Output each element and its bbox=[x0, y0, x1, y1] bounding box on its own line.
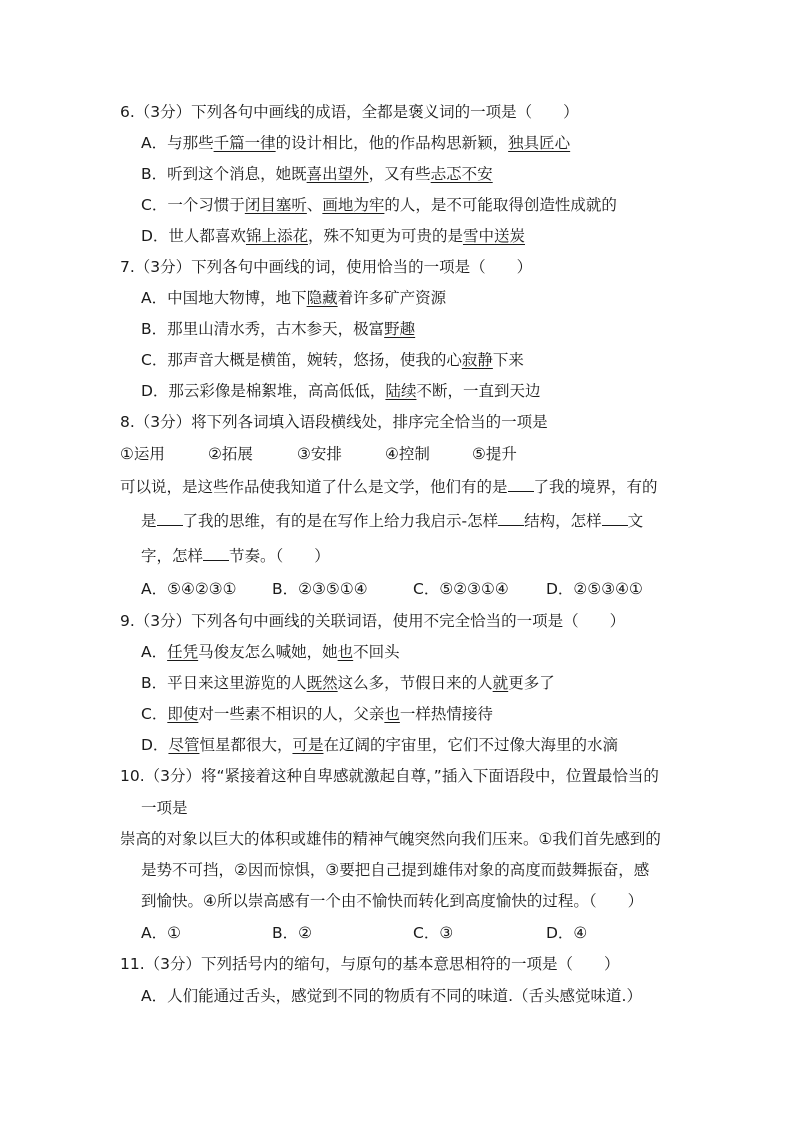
underlined-conjunction: 就 bbox=[492, 674, 509, 692]
question-9-option-c: C．即使对一些素不相识的人，父亲也一样热情接待 bbox=[141, 705, 493, 723]
question-7-option-b: B．那里山清水秀，古木参天，极富野趣 bbox=[141, 320, 416, 338]
fill-blank bbox=[157, 510, 183, 526]
underlined-word: 陆续 bbox=[385, 382, 417, 400]
question-8-passage-line-3: 字，怎样 节奏。（ ） bbox=[141, 547, 330, 565]
question-6-option-d: D．世人都喜欢锦上添花，殊不知更为可贵的是雪中送炭 bbox=[141, 227, 525, 245]
question-8-passage-line-1: 可以说，是这些作品使我知道了什么是文学，他们有的是 了我的境界，有的 bbox=[120, 478, 658, 496]
question-9-option-b: B．平日来这里游览的人既然这么多，节假日来的人就更多了 bbox=[141, 674, 555, 692]
underlined-conjunction: 也 bbox=[384, 705, 400, 723]
option-a: A．⑤④②③① bbox=[141, 580, 237, 598]
underlined-word: 寂静 bbox=[461, 351, 493, 369]
underlined-idiom: 闭目塞听 bbox=[244, 196, 307, 214]
option-b: B．② bbox=[272, 924, 313, 942]
question-6-stem: 6.（3分）下列各句中画线的成语，全都是褒义词的一项是（ ） bbox=[120, 103, 579, 121]
fill-blank bbox=[203, 545, 229, 561]
question-8-passage-line-2: 是 了我的思维，有的是在写作上给力我启示-怎样 结构，怎样 文 bbox=[141, 512, 644, 530]
word-item: ②拓展 bbox=[208, 445, 253, 463]
word-item: ⑤提升 bbox=[472, 445, 517, 463]
underlined-idiom: 雪中送炭 bbox=[462, 227, 525, 245]
question-6-option-a: A．与那些千篇一律的设计相比，他的作品构思新颖，独具匠心 bbox=[141, 134, 571, 152]
fill-blank bbox=[508, 476, 534, 492]
underlined-conjunction: 也 bbox=[337, 643, 354, 661]
underlined-conjunction: 可是 bbox=[292, 736, 324, 754]
question-6-option-c: C．一个习惯于闭目塞听、画地为牢的人，是不可能取得创造性成就的 bbox=[141, 196, 617, 214]
underlined-conjunction: 尽管 bbox=[168, 736, 200, 754]
option-c: C．③ bbox=[413, 924, 454, 942]
word-item: ①运用 bbox=[120, 445, 165, 463]
option-c: C．⑤②③①④ bbox=[413, 580, 509, 598]
underlined-conjunction: 任凭 bbox=[167, 643, 199, 661]
underlined-word: 隐藏 bbox=[306, 289, 338, 307]
question-7-stem: 7.（3分）下列各句中画线的词，使用恰当的一项是（ ） bbox=[120, 258, 533, 276]
question-10-passage-line-3: 到愉快。④所以崇高感有一个由不愉快而转化到高度愉快的过程。（ ） bbox=[141, 892, 644, 910]
option-b: B．②③⑤①④ bbox=[272, 580, 368, 598]
question-10-passage-line-1: 崇高的对象以巨大的体积或雄伟的精神气魄突然向我们压来。①我们首先感到的 bbox=[120, 830, 661, 848]
question-11-option-a: A．人们能通过舌头，感觉到不同的物质有不同的味道.（舌头感觉味道.） bbox=[141, 987, 642, 1005]
question-8-stem: 8.（3分）将下列各词填入语段横线处，排序完全恰当的一项是 bbox=[120, 413, 548, 431]
underlined-idiom: 独具匠心 bbox=[508, 134, 571, 152]
question-7-option-c: C．那声音大概是横笛，婉转，悠扬，使我的心寂静下来 bbox=[141, 351, 524, 369]
question-11-stem: 11.（3分）下列括号内的缩句，与原句的基本意思相符的一项是（ ） bbox=[120, 955, 620, 973]
fill-blank bbox=[498, 510, 524, 526]
option-a: A．① bbox=[141, 924, 181, 942]
question-10-passage-line-2: 是势不可挡，②因而惊惧，③要把自己提到雄伟对象的高度而鼓舞振奋，感 bbox=[141, 861, 650, 879]
question-7-option-a: A．中国地大物博，地下隐藏着许多矿产资源 bbox=[141, 289, 447, 307]
underlined-idiom: 千篇一律 bbox=[213, 134, 276, 152]
underlined-word: 野趣 bbox=[384, 320, 416, 338]
question-9-option-d: D．尽管恒星都很大，可是在辽阔的宇宙里，它们不过像大海里的水滴 bbox=[141, 736, 618, 754]
underlined-idiom: 锦上添花 bbox=[245, 227, 308, 245]
underlined-idiom: 忐忑不安 bbox=[430, 165, 493, 183]
option-d: D．②⑤③④① bbox=[546, 580, 643, 598]
fill-blank bbox=[602, 510, 628, 526]
question-9-stem: 9.（3分）下列各句中画线的关联词语，使用不完全恰当的一项是（ ） bbox=[120, 612, 626, 630]
underlined-conjunction: 既然 bbox=[306, 674, 338, 692]
question-9-option-a: A．任凭马俊友怎么喊她，她也不回头 bbox=[141, 643, 400, 661]
question-6-option-b: B．听到这个消息，她既喜出望外，又有些忐忑不安 bbox=[141, 165, 493, 183]
word-item: ③安排 bbox=[297, 445, 342, 463]
underlined-idiom: 画地为牢 bbox=[322, 196, 385, 214]
question-7-option-d: D．那云彩像是棉絮堆，高高低低，陆续不断，一直到天边 bbox=[141, 382, 541, 400]
underlined-idiom: 喜出望外 bbox=[306, 165, 369, 183]
word-item: ④控制 bbox=[385, 445, 430, 463]
question-10-stem: 10.（3分）将“紧接着这种自卑感就激起自尊，”插入下面语段中，位置最恰当的 bbox=[120, 767, 659, 785]
question-10-stem-continued: 一项是 bbox=[141, 799, 188, 817]
underlined-conjunction: 即使 bbox=[167, 705, 199, 723]
option-d: D．④ bbox=[546, 924, 588, 942]
